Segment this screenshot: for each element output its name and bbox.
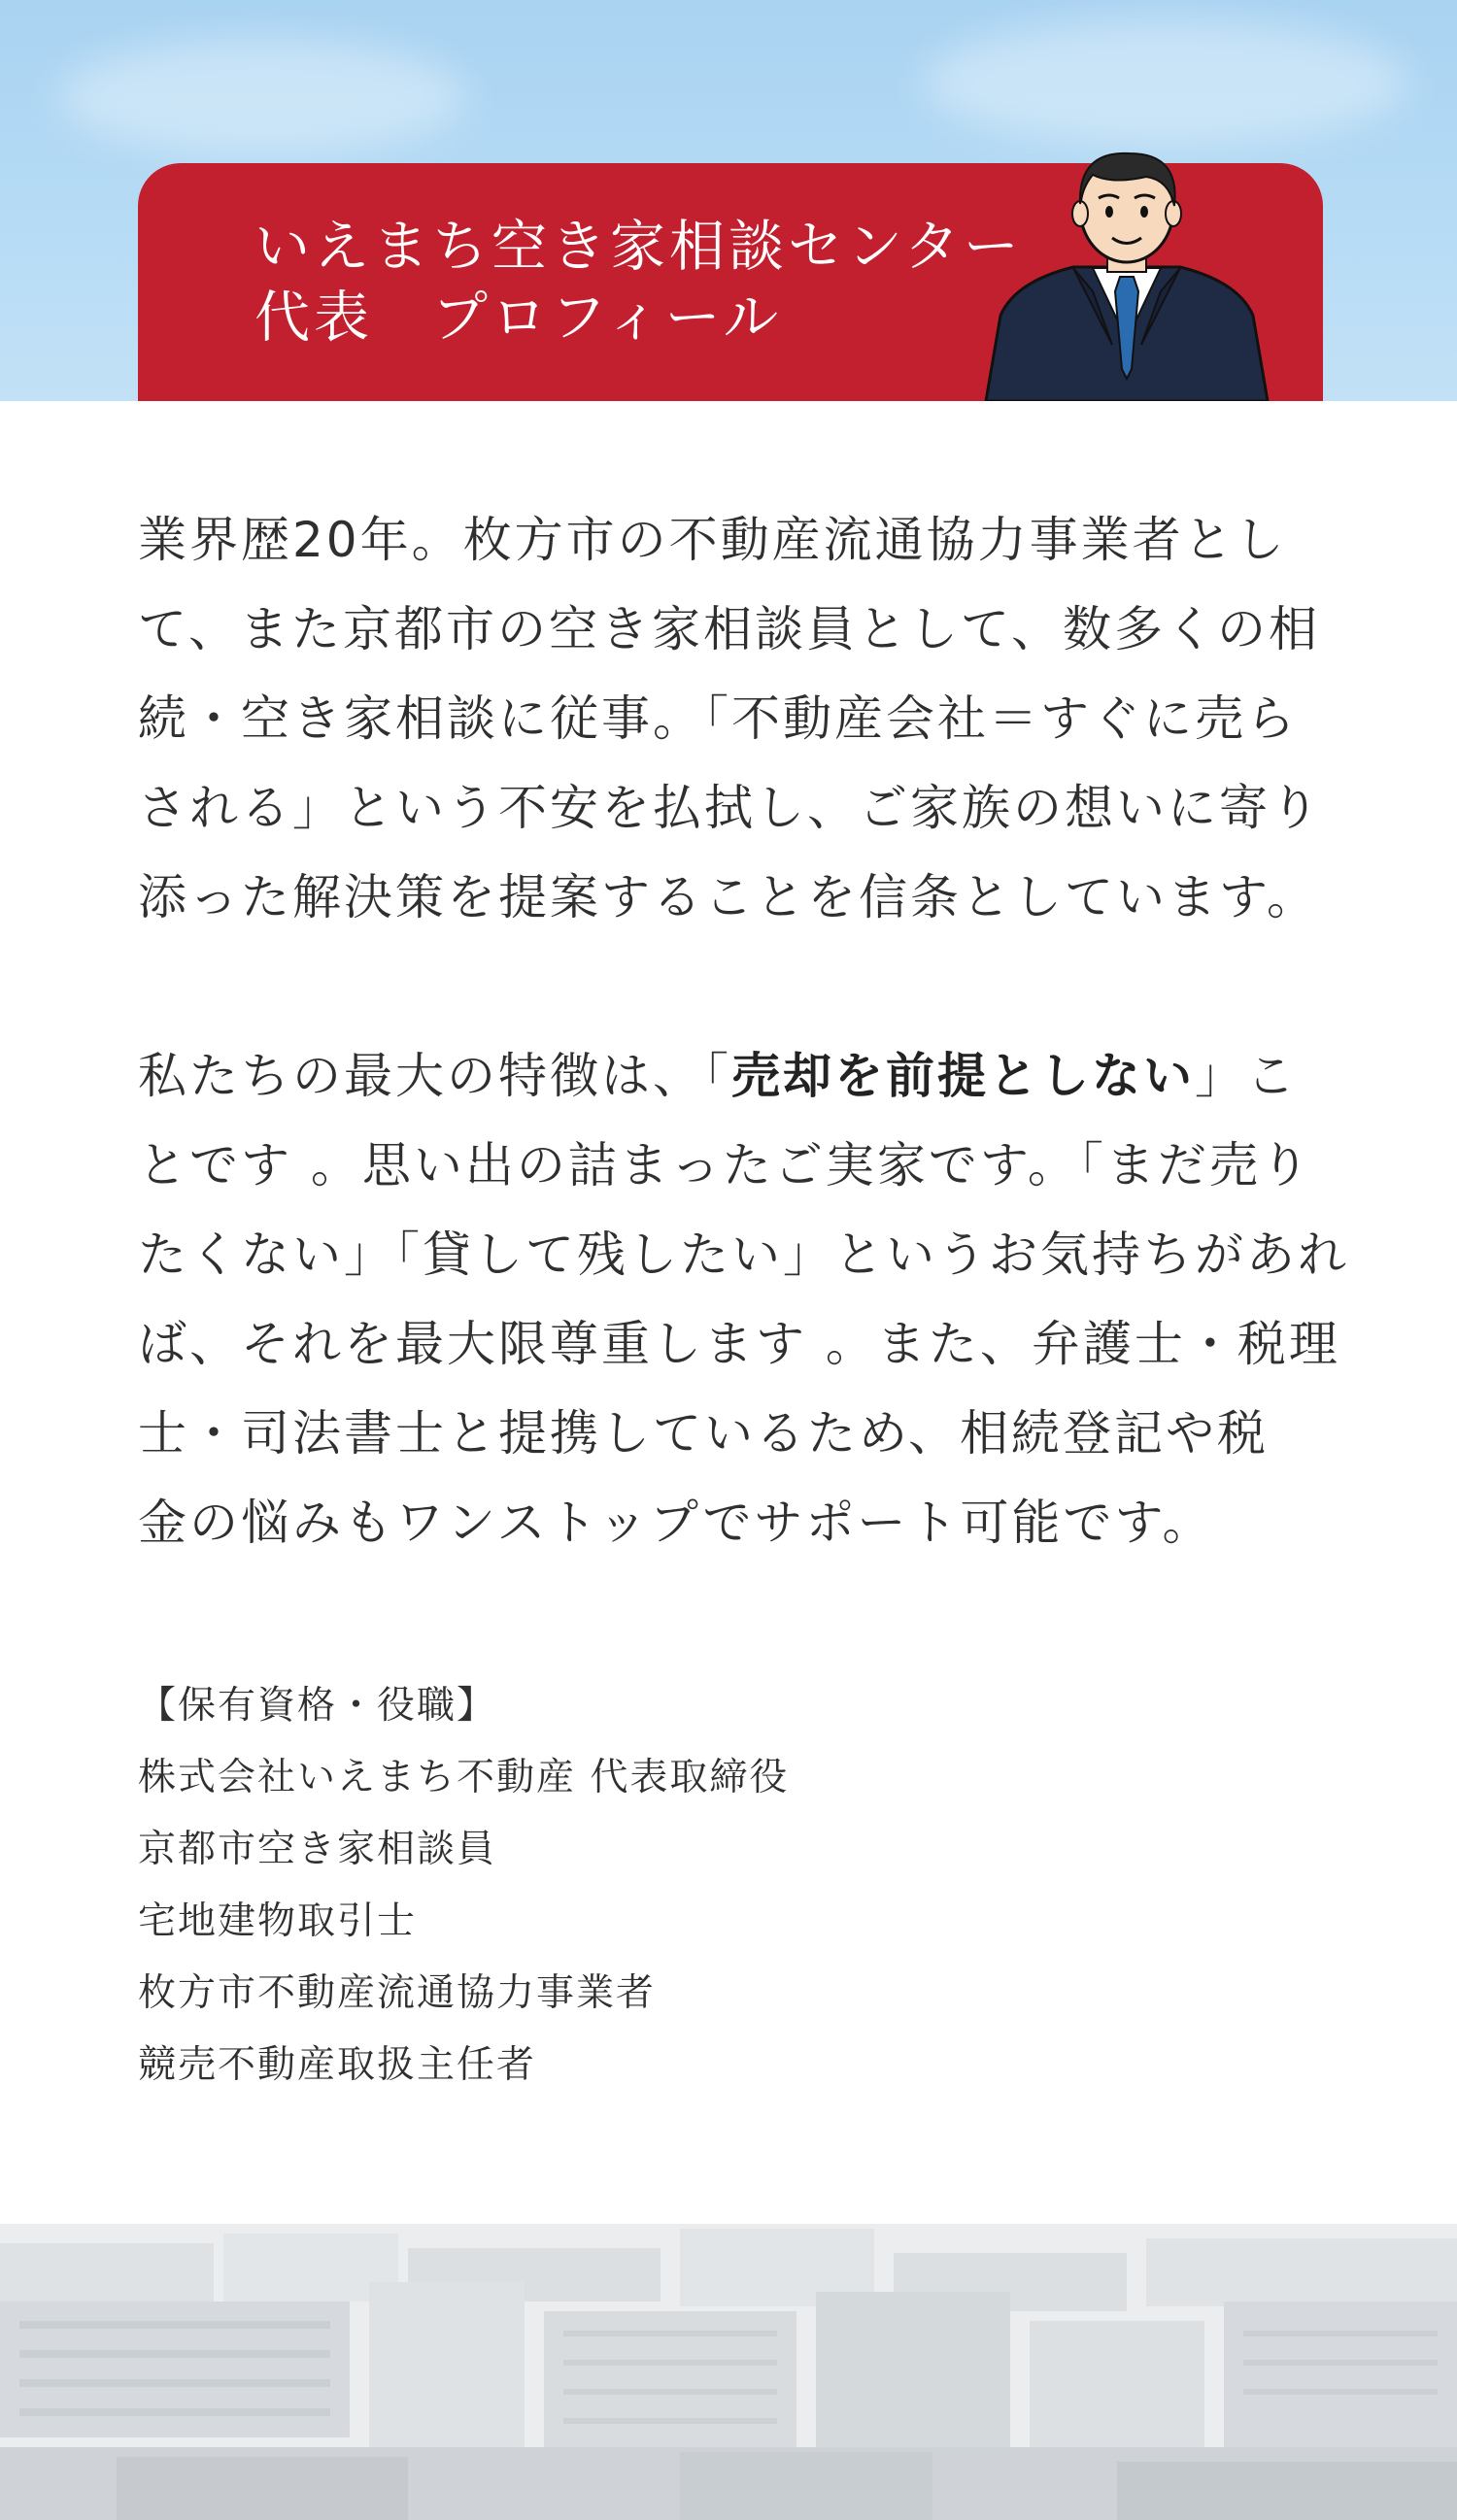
feature-line: ば、それを最大限尊重します 。また、弁護士・税理 bbox=[138, 1316, 1340, 1372]
intro-line: される」という不安を払拭し、ご家族の想いに寄り bbox=[138, 780, 1322, 836]
feature-line: 士・司法書士と提携しているため、相続登記や税 bbox=[138, 1405, 1269, 1462]
title-line-1: いえまち空き家相談センター bbox=[254, 215, 1023, 279]
page-title bbox=[254, 212, 1023, 353]
feature-line: たくない」「貸して残したい」というお気持ちがあれ bbox=[138, 1226, 1349, 1283]
intro-line: 添った解決策を提案することを信条としています。 bbox=[138, 869, 1318, 925]
feature-emphasis: 売却を前提としない bbox=[731, 1048, 1195, 1104]
feature-suffix: 」こ bbox=[1195, 1048, 1298, 1104]
feature-paragraph bbox=[138, 1031, 1349, 1567]
city-skyline-icon bbox=[0, 2224, 1457, 2520]
feature-line: 金の悩みもワンストップでサポート可能です。 bbox=[138, 1495, 1214, 1551]
qualification-item: 株式会社いえまち不動産 代表取締役 bbox=[138, 1756, 790, 1799]
city-photo bbox=[0, 2224, 1457, 2520]
intro-paragraph bbox=[138, 495, 1328, 942]
qualification-item: 競売不動産取扱主任者 bbox=[138, 2043, 537, 2087]
qualification-item: 京都市空き家相談員 bbox=[138, 1828, 497, 1871]
feature-prefix: 私たちの最大の特徴は、「 bbox=[138, 1048, 731, 1104]
feature-line-1 bbox=[138, 1031, 1328, 1121]
intro-line: て、また京都市の空き家相談員として、数多くの相 bbox=[138, 601, 1320, 657]
qualifications-heading: 【保有資格・役職】 bbox=[138, 1684, 497, 1728]
intro-line: 業界歴20年。枚方市の不動産流通協力事業者とし bbox=[138, 512, 1287, 568]
intro-line: 続・空き家相談に従事。「不動産会社＝すぐに売ら bbox=[138, 690, 1298, 747]
businessman-illustration-icon bbox=[947, 146, 1306, 401]
qualifications-list bbox=[138, 1670, 1328, 2101]
feature-line: とです 。思い出の詰まったご実家です。「まだ売り bbox=[138, 1137, 1312, 1193]
profile-content bbox=[138, 495, 1349, 2101]
qualification-item: 宅地建物取引士 bbox=[138, 1899, 418, 1943]
title-line-2: 代表 プロフィール bbox=[254, 285, 783, 350]
qualification-item: 枚方市不動産流通協力事業者 bbox=[138, 1971, 657, 2015]
